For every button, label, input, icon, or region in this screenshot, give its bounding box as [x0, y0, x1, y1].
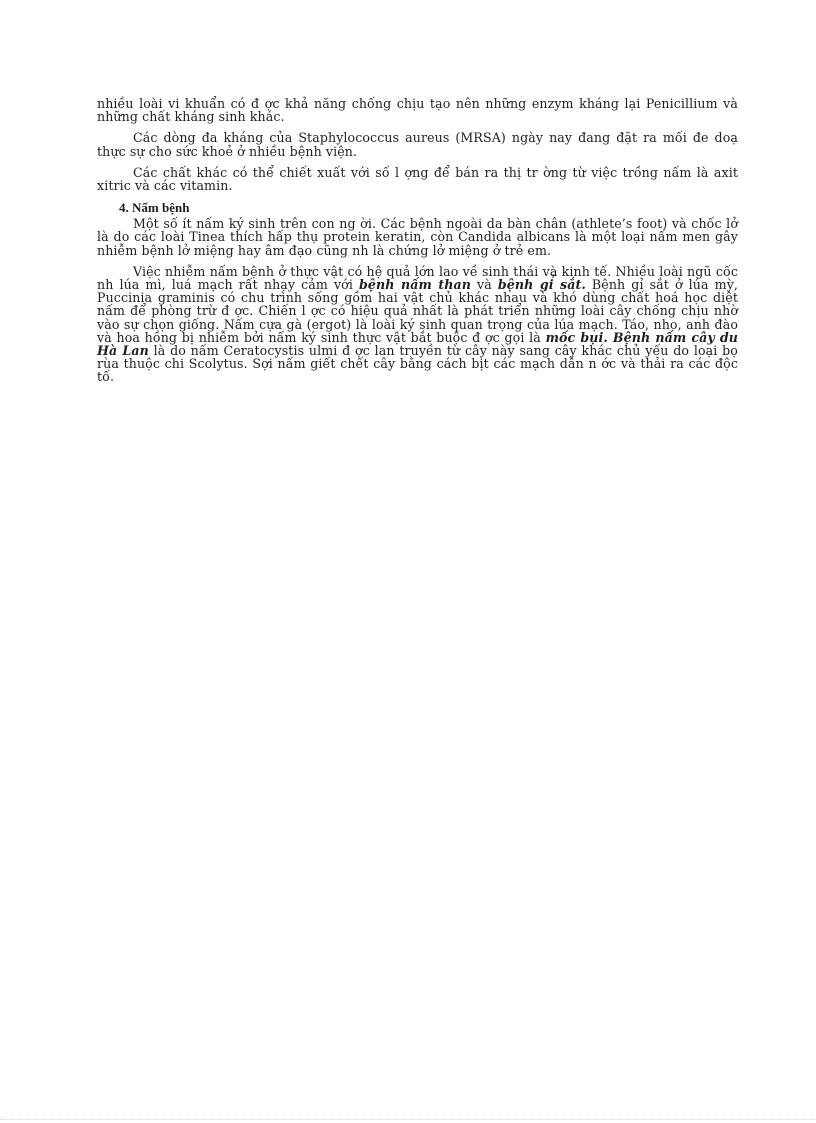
paragraph-antibiotic-resistance: nhiều loài vi khuẩn có đ ợc khả năng chống chịu tạo nên những enzym kháng lại Penicillium và những chất kháng sinh khác. [97, 96, 738, 125]
paragraph-mrsa: Các dòng đa kháng của Staphylococcus aureus (MRSA) ngày nay đang đặt ra mối đe doạ thực sự cho sức khoẻ ở nhiều bệnh viện. [97, 130, 738, 159]
paragraph-text-segment: là do nấm Ceratocystis ulmi đ ợc lan truyền từ cây này sang cây khác chủ yếu do loại bọ rùa thuộc chi Scolytus. Sợi nấm giết chết cây bằng cách bịt các mạch dẫn n ớc và thải ra các độc tố. [97, 343, 738, 385]
document-page [97, 97, 738, 392]
term-smut-disease: bệnh nấm than [359, 277, 472, 293]
paragraph-text-segment: Việc nhiễm nấm bệnh ở thực vật có hệ quả lớn lao về sinh thái và kinh tế. Nhiều loài ngũ cốc nh lúa mì, luá mạch rất nhạy cảm với [97, 263, 738, 293]
paragraph-plant-fungi [97, 265, 738, 384]
section-heading: 4. Nấm bệnh [119, 200, 190, 216]
paragraph-human-fungi: Một số ít nấm ký sinh trên con ng ời. Các bệnh ngoài da bàn chân (athlete’s foot) và chốc lở là do các loài Tinea thích hấp thụ protein keratin, còn Candida albicans là một loại nấm men gây nhiễm bệnh lở miệng hay âm đạo cũng nh là chứng lở miệng ở trẻ em. [97, 216, 738, 258]
paragraph-text-segment: và [471, 277, 498, 293]
term-rust-disease: bệnh gỉ sắt. [497, 277, 586, 293]
paragraph-text-segment: Bệnh gỉ sắt ở lúa mỳ, Puccinia graminis có chu trình sống gồm hai vật chủ khác nhau và khó dùng chất hoá học diệt nấm để phòng trừ đ ợc. Chiến l ợc có hiệu quả nhất là phát triển những loài cây chống chịu nhờ vào sự chọn giống. Nấm cựa gà (ergot) là loài ký sinh quan trọng của lúa mạch. Táo, nho, anh đào và hoa hồng bị nhiễm bởi nấm ký sinh thực vật bắt buộc đ ợc gọi là [97, 277, 739, 345]
paragraph-extracts: Các chất khác có thể chiết xuất với số l ợng để bán ra thị tr ờng từ việc trồng nấm là axit xitric và các vitamin. [97, 164, 738, 194]
term-powdery-mildew-dutch-elm: mốc bụi. Bệnh nấm cây du Hà Lan [97, 329, 738, 359]
page-bottom-border [0, 1119, 816, 1121]
